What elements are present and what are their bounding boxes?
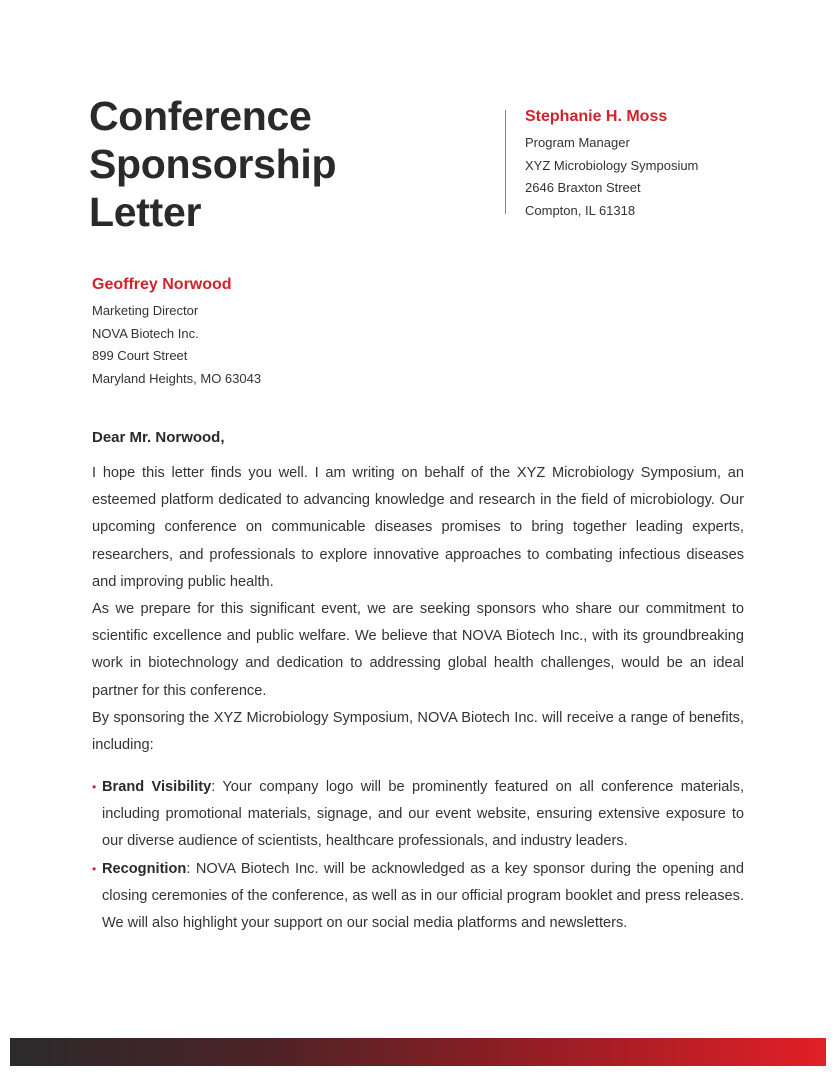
benefit-text: : Your company logo will be prominently featured on all conference materials, including promotional materials, signage, and our event website, ensuring extensive exposure to our diverse audience of scientists, healthcare professionals, and industry leaders. [102, 779, 744, 850]
bullet-icon: • [92, 861, 97, 876]
recipient-city: Maryland Heights, MO 63043 [92, 370, 262, 386]
recipient-organization: NOVA Biotech Inc. [92, 325, 199, 341]
body-paragraph: As we prepare for this significant event, we are seeking sponsors who share our commitment to scientific excellence and public welfare. We believe that NOVA Biotech Inc., with its groundbreaking work in biotechnology and dedication to addressing global health challenges, would be an ideal partner for this conference. [92, 601, 744, 699]
sender-city: Compton, IL 61318 [525, 202, 636, 218]
title-line: Conference [89, 93, 312, 139]
recipient-address-block [92, 276, 261, 390]
body-paragraph: I hope this letter finds you well. I am writing on behalf of the XYZ Microbiology Symposium, an esteemed platform dedicated to advancing knowledge and research in the field of microbiology. Our upcoming conference on communicable diseases promises to bring together leading experts, researchers, and professionals to explore innovative approaches to combating infectious diseases and improving public health. [92, 465, 744, 590]
document-title [89, 92, 469, 236]
sender-organization: XYZ Microbiology Symposium [525, 157, 699, 173]
body-paragraph: By sponsoring the XYZ Microbiology Symposium, NOVA Biotech Inc. will receive a range of benefits, including: [92, 709, 744, 754]
list-item [92, 856, 744, 938]
sender-title: Program Manager [525, 135, 630, 150]
salutation: Dear Mr. Norwood, [92, 429, 225, 446]
recipient-street: 899 Court Street [92, 348, 188, 363]
benefits-list [92, 774, 744, 937]
recipient-name: Geoffrey Norwood [92, 276, 232, 293]
footer-gradient-bar [10, 1038, 826, 1066]
benefit-title: Brand Visibility [102, 779, 212, 795]
benefit-title: Recognition [102, 860, 187, 877]
list-item [92, 774, 744, 856]
sender-name: Stephanie H. Moss [525, 108, 668, 125]
bullet-icon: • [92, 780, 97, 794]
letter-body [92, 460, 744, 759]
recipient-title: Marketing Director [92, 303, 199, 318]
sender-address-block [505, 108, 699, 218]
benefit-text: : NOVA Biotech Inc. will be acknowledged as a key sponsor during the opening and closing ceremonies of the conference, as well as in our official program booklet and press releases. We will also highlight your support on our social media platforms and newsletters. [102, 860, 744, 932]
title-line: Sponsorship [89, 141, 337, 187]
title-line: Letter [89, 189, 202, 235]
sender-street: 2646 Braxton Street [525, 180, 641, 195]
